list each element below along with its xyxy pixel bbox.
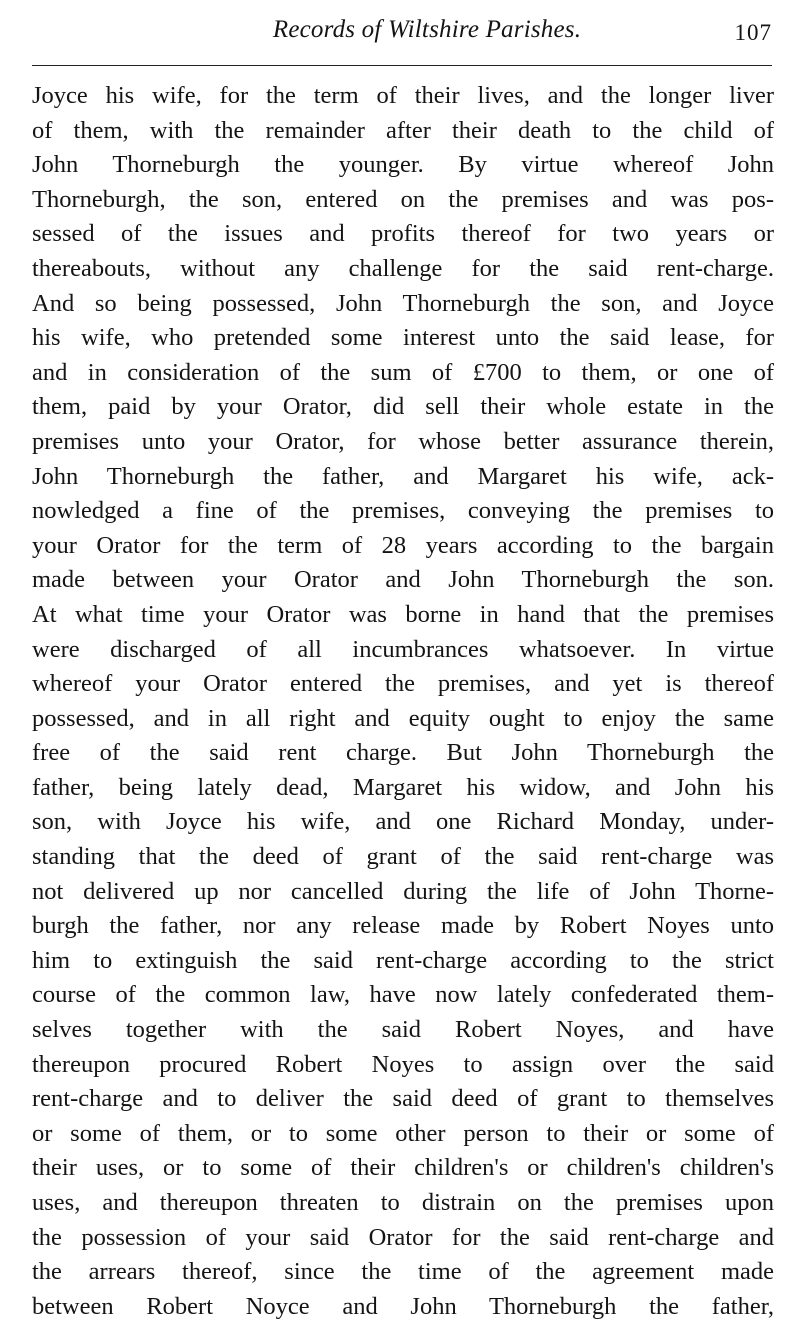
text-line: free of the said rent charge. But John Thorneburgh the [32,739,774,767]
text-line: of them, with the remainder after their death to the child of [32,116,774,144]
text-line: or some of them, or to some other person to their or some of [32,1119,774,1147]
body-text [32,79,774,1324]
text-line: him to extinguish the said rent-charge according to the strict [32,946,774,974]
text-line: burgh the father, nor any release made by Robert Noyes unto [32,912,774,940]
text-line: them, paid by your Orator, did sell their whole estate in the [32,393,774,421]
text-line: son, with Joyce his wife, and one Richard Monday, under- [32,808,774,836]
text-line: John Thorneburgh the father, and Margaret his wife, ack- [32,462,774,490]
text-line: possessed, and in all right and equity ought to enjoy the same [32,704,774,732]
text-line: John Thorneburgh the younger. By virtue whereof John [32,151,774,179]
text-line: his wife, who pretended some interest unto the said lease, for [32,324,774,352]
text-line: between Robert Noyce and John Thorneburgh the father, [32,1292,774,1320]
text-line: were discharged of all incumbrances whatsoever. In virtue [32,635,774,663]
text-line: the arrears thereof, since the time of the agreement made [32,1258,774,1286]
text-line: sessed of the issues and profits thereof for two years or [32,220,774,248]
text-line: made between your Orator and John Thorneburgh the son. [32,566,774,594]
text-line: not delivered up nor cancelled during the life of John Thorne- [32,877,774,905]
text-line: thereupon procured Robert Noyes to assign over the said [32,1050,774,1078]
text-line: uses, and thereupon threaten to distrain on the premises upon [32,1189,774,1216]
running-head [32,14,772,54]
text-line: the possession of your said Orator for the said rent-charge and [32,1223,774,1251]
running-title: Records of Wiltshire Parishes. [272,16,582,43]
text-line: standing that the deed of grant of the said rent-charge was [32,843,774,871]
text-line: their uses, or to some of their children's or children's children's [32,1154,774,1182]
text-line: At what time your Orator was borne in hand that the premises [32,600,774,628]
text-line: premises unto your Orator, for whose better assurance therein, [32,427,774,455]
text-line: And so being possessed, John Thorneburgh the son, and Joyce [32,289,774,317]
text-line: nowledged a fine of the premises, conveying the premises to [32,497,774,525]
text-line: and in consideration of the sum of £700 to them, or one of [32,358,774,386]
text-line: rent-charge and to deliver the said deed of grant to themselves [32,1085,774,1113]
text-line: whereof your Orator entered the premises, and yet is thereof [32,670,774,698]
text-line: your Orator for the term of 28 years according to the bargain [32,531,774,559]
text-line: Thorneburgh, the son, entered on the premises and was pos- [32,185,774,213]
text-line: Joyce his wife, for the term of their lives, and the longer liver [32,82,774,109]
header-rule [32,65,772,66]
text-line: course of the common law, have now lately confederated them- [32,981,774,1009]
text-line: thereabouts, without any challenge for the said rent-charge. [32,254,774,282]
text-line: selves together with the said Robert Noyes, and have [32,1016,774,1044]
text-line: father, being lately dead, Margaret his widow, and John his [32,773,774,801]
page-number: 107 [734,20,772,45]
